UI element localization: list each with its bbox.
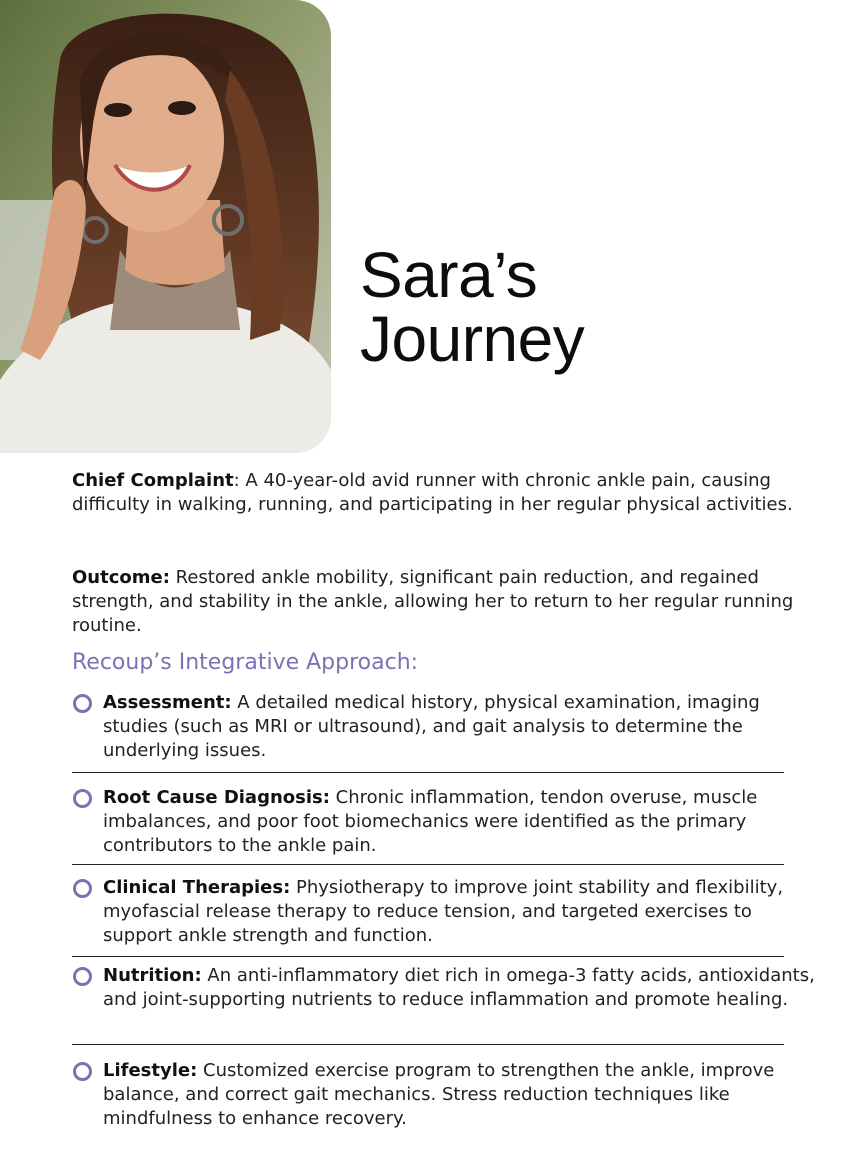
portrait-photo — [0, 0, 331, 453]
approach-item-text — [103, 876, 817, 948]
approach-item-text — [103, 964, 817, 1012]
approach-item-label: Root Cause Diagnosis: — [103, 787, 330, 808]
approach-item-text — [103, 1059, 817, 1131]
chief-complaint-text: : A 40-year-old avid runner with chronic ankle pain, causing difficulty in walking, running, and participating in her regular physical activities. — [72, 470, 793, 515]
title-line-2: Journey — [360, 303, 585, 375]
divider — [72, 1044, 784, 1045]
approach-item-root-cause — [72, 786, 817, 858]
divider — [72, 772, 784, 773]
approach-item-body: An anti-inflammatory diet rich in omega-3 fatty acids, antioxidants, and joint-supporting nutrients to reduce inflammation and promote healing. — [103, 965, 815, 1010]
approach-item-label: Clinical Therapies: — [103, 877, 291, 898]
approach-item-lifestyle — [72, 1059, 817, 1131]
outcome-text: Restored ankle mobility, significant pain reduction, and regained strength, and stability in the ankle, allowing her to return to her regular running routine. — [72, 567, 794, 636]
circle-bullet-icon — [73, 694, 92, 713]
approach-item-body: A detailed medical history, physical examination, imaging studies (such as MRI or ultrasound), and gait analysis to determine the underlying issues. — [103, 692, 760, 761]
circle-bullet-icon — [73, 1062, 92, 1081]
circle-bullet-icon — [73, 967, 92, 986]
chief-complaint-label: Chief Complaint — [72, 470, 234, 491]
approach-item-nutrition — [72, 964, 817, 1012]
page-title — [360, 239, 585, 375]
divider — [72, 956, 784, 957]
approach-item-body: Chronic inflammation, tendon overuse, muscle imbalances, and poor foot biomechanics were identified as the primary contributors to the ankle pain. — [103, 787, 758, 856]
approach-item-text — [103, 691, 817, 763]
approach-item-label: Nutrition: — [103, 965, 202, 986]
divider — [72, 864, 784, 865]
approach-item-assessment — [72, 691, 817, 763]
approach-item-text — [103, 786, 817, 858]
approach-item-clinical-therapies — [72, 876, 817, 948]
circle-bullet-icon — [73, 879, 92, 898]
approach-item-body: Customized exercise program to strengthen the ankle, improve balance, and correct gait mechanics. Stress reduction techniques like mindfulness to enhance recovery. — [103, 1060, 775, 1129]
outcome — [72, 566, 812, 638]
outcome-label: Outcome: — [72, 567, 170, 588]
approach-heading: Recoup’s Integrative Approach: — [72, 650, 419, 675]
approach-item-body: Physiotherapy to improve joint stability and flexibility, myofascial release therapy to reduce tension, and targeted exercises to support ankle strength and function. — [103, 877, 784, 946]
approach-item-label: Lifestyle: — [103, 1060, 198, 1081]
approach-item-label: Assessment: — [103, 692, 232, 713]
circle-bullet-icon — [73, 789, 92, 808]
chief-complaint — [72, 469, 812, 517]
title-line-1: Sara’s — [360, 239, 538, 311]
